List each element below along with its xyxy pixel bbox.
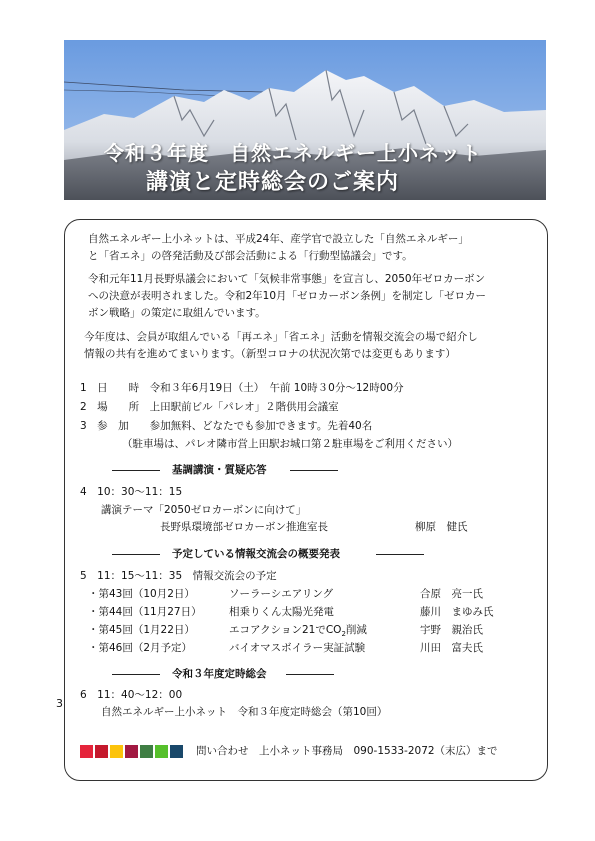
session-presenter: 宇野 親治氏 [420, 624, 483, 636]
session-number: ・第45回（1月22日） [88, 624, 195, 636]
section-rule [112, 470, 160, 471]
exchange-heading: 予定している情報交流会の概要発表 [172, 548, 340, 560]
intro-line: ボン戦略」の策定に取組んでいます。 [88, 307, 266, 319]
page-number: 3 [56, 697, 63, 710]
section-rule [112, 554, 160, 555]
subscript-two: 2 [341, 630, 346, 639]
detail-participation: 3 参 加 参加無料、どなたでも参加できます。先着40名 [80, 420, 373, 432]
section-rule [112, 674, 160, 675]
sdg-1-icon [80, 745, 93, 758]
sdg-15-icon [155, 745, 168, 758]
banner-title-line2: 講演と定時総会のご案内 [146, 170, 400, 195]
session-title: バイオマスボイラー実証試験 [229, 642, 366, 654]
section-rule [286, 674, 334, 675]
lecture-speaker-name: 柳原 健氏 [415, 521, 468, 533]
section-rule [376, 554, 424, 555]
lecture-theme: 講演テーマ「2050ゼロカーボンに向けて」 [101, 504, 307, 516]
sdg-7-icon [110, 745, 123, 758]
intro-line: への決意が表明されました。令和2年10月「ゼロカーボン条例」を制定し「ゼロカー [88, 290, 487, 302]
sdg-8-icon [125, 745, 138, 758]
intro-line: 令和元年11月長野県議会において「気候非常事態」を宣言し、2050年ゼロカーボン [88, 273, 486, 285]
section-rule [290, 470, 338, 471]
session-presenter: 川田 富夫氏 [420, 642, 483, 654]
header-banner [64, 40, 546, 200]
detail-date: 1 日 時 令和３年6月19日（土） 午前 10時３0分～12時00分 [80, 382, 404, 394]
session-title-text: エコアクション21でCO [229, 624, 342, 636]
session-number: ・第44回（11月27日） [88, 606, 202, 618]
banner-title-line1: 令和３年度 自然エネルギー上小ネット [104, 141, 482, 165]
lecture-heading: 基調講演・質疑応答 [172, 464, 267, 476]
session-title: ソーラーシエアリング [229, 588, 334, 600]
exchange-time: 5 11：15～11：35 情報交流会の予定 [80, 570, 277, 582]
session-number: ・第43回（10月2日） [88, 588, 195, 600]
session-presenter: 合原 亮一氏 [420, 588, 483, 600]
intro-line: 今年度は、会員が取組んでいる「再エネ」「省エネ」活動を情報交流会の場で紹介し [84, 331, 478, 343]
session-presenter: 藤川 まゆみ氏 [420, 606, 494, 618]
intro-line: 情報の共有を進めてまいります。（新型コロナの状況次第では変更もあります） [84, 348, 456, 360]
intro-line: 自然エネルギー上小ネットは、平成24年、産学官で設立した「自然エネルギー」 [88, 233, 469, 245]
session-title: 相乗りくん太陽光発電 [229, 606, 334, 618]
meeting-time: 6 11：40～12：00 [80, 689, 183, 701]
meeting-heading: 令和３年度定時総会 [172, 668, 267, 680]
detail-parking: （駐車場は、パレオ隣市営上田駅お城口第２駐車場をご利用ください） [122, 438, 458, 450]
sdg-13-icon [140, 745, 153, 758]
session-title-tail: 削減 [345, 624, 367, 636]
detail-venue: 2 場 所 上田駅前ビル「パレオ」２階供用会議室 [80, 401, 339, 413]
session-number: ・第46回（2月予定） [88, 642, 193, 654]
lecture-time: 4 10：30～11：15 [80, 486, 183, 498]
sdg-4-icon [95, 745, 108, 758]
meeting-description: 自然エネルギー上小ネット 令和３年度定時総会（第10回） [101, 706, 388, 718]
sdg-17-icon [170, 745, 183, 758]
intro-line: と「省エネ」の啓発活動及び部会活動による「行動型協議会」です。 [88, 250, 413, 262]
lecture-speaker-org: 長野県環境部ゼロカーボン推進室長 [160, 521, 328, 533]
contact-info: 問い合わせ 上小ネット事務局 090-1533-2072（末広）まで [196, 745, 498, 757]
